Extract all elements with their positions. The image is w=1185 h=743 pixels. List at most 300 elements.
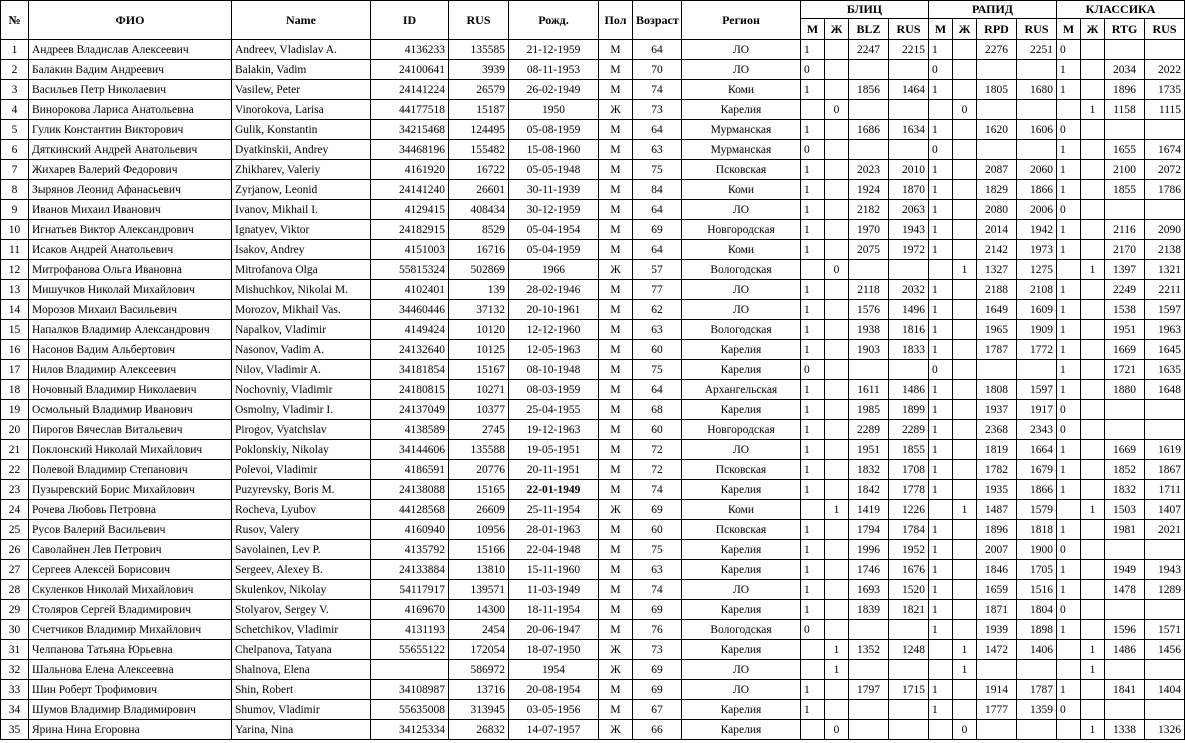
cell-blitz-m [801, 500, 825, 520]
cell-id: 34125334 [371, 720, 449, 740]
cell-classic-rtg: 1486 [1105, 640, 1145, 660]
cell-rapid-rus: 1705 [1017, 560, 1057, 580]
cell-classic-zh [1081, 320, 1105, 340]
cell-blitz-m: 1 [801, 320, 825, 340]
cell-blitz-m: 1 [801, 280, 825, 300]
cell-rapid-zh [953, 280, 977, 300]
cell-sex: Ж [599, 640, 633, 660]
cell-rapid-zh [953, 360, 977, 380]
cell-id: 4131193 [371, 620, 449, 640]
cell-rus: 2454 [449, 620, 509, 640]
table-row [1, 400, 1185, 420]
cell-classic-m [1057, 100, 1081, 120]
cell-classic-rus: 2138 [1145, 240, 1185, 260]
cell-name: Skulenkov, Nikolay [232, 580, 371, 600]
cell-blitz-zh [825, 600, 849, 620]
cell-id: 24138088 [371, 480, 449, 500]
cell-blitz-m [801, 640, 825, 660]
cell-name: Balakin, Vadim [232, 60, 371, 80]
cell-num: 4 [1, 100, 29, 120]
cell-rapid-m: 1 [929, 420, 953, 440]
cell-rus: 26601 [449, 180, 509, 200]
cell-num: 18 [1, 380, 29, 400]
cell-sex: Ж [599, 660, 633, 680]
cell-fio: Счетчиков Владимир Михайлович [29, 620, 232, 640]
cell-classic-rus [1145, 540, 1185, 560]
cell-id: 4186591 [371, 460, 449, 480]
cell-blitz-m: 1 [801, 340, 825, 360]
cell-born: 08-10-1948 [509, 360, 599, 380]
cell-rus: 15166 [449, 540, 509, 560]
cell-rapid-rpd: 1805 [977, 80, 1017, 100]
cell-blitz-m: 1 [801, 80, 825, 100]
cell-num: 30 [1, 620, 29, 640]
cell-age: 62 [633, 300, 682, 320]
cell-age: 72 [633, 440, 682, 460]
cell-rapid-m: 1 [929, 80, 953, 100]
cell-classic-zh: 1 [1081, 260, 1105, 280]
cell-rapid-m: 0 [929, 360, 953, 380]
cell-sex: М [599, 540, 633, 560]
cell-classic-rus: 2072 [1145, 160, 1185, 180]
cell-classic-m: 1 [1057, 140, 1081, 160]
cell-id: 4136233 [371, 40, 449, 60]
cell-rus: 408434 [449, 200, 509, 220]
cell-classic-m: 1 [1057, 220, 1081, 240]
cell-classic-rtg: 2034 [1105, 60, 1145, 80]
cell-sex: М [599, 160, 633, 180]
cell-classic-zh [1081, 240, 1105, 260]
cell-blitz-zh [825, 180, 849, 200]
cell-region: Мурманская [682, 140, 801, 160]
cell-fio: Пузыревский Борис Михайлович [29, 480, 232, 500]
cell-rapid-rus: 1679 [1017, 460, 1057, 480]
header-name: Name [232, 1, 371, 40]
cell-id: 24182915 [371, 220, 449, 240]
cell-id: 24141224 [371, 80, 449, 100]
cell-classic-m: 1 [1057, 180, 1081, 200]
cell-born: 1966 [509, 260, 599, 280]
cell-classic-zh [1081, 140, 1105, 160]
cell-blitz-m: 0 [801, 140, 825, 160]
cell-rapid-zh: 1 [953, 260, 977, 280]
cell-blitz-rus: 1855 [889, 440, 929, 460]
cell-blitz-m: 1 [801, 580, 825, 600]
cell-blitz-blz: 1576 [849, 300, 889, 320]
cell-sex: М [599, 560, 633, 580]
cell-name: Vinorokova, Larisa [232, 100, 371, 120]
cell-rus: 26609 [449, 500, 509, 520]
cell-born: 14-07-1957 [509, 720, 599, 740]
table-row [1, 160, 1185, 180]
cell-blitz-zh [825, 480, 849, 500]
cell-classic-rus: 2022 [1145, 60, 1185, 80]
cell-born: 18-11-1954 [509, 600, 599, 620]
cell-rapid-rus: 1900 [1017, 540, 1057, 560]
cell-blitz-rus: 2032 [889, 280, 929, 300]
cell-rapid-zh [953, 420, 977, 440]
cell-born: 26-02-1949 [509, 80, 599, 100]
cell-classic-rtg [1105, 120, 1145, 140]
cell-blitz-zh: 1 [825, 660, 849, 680]
table-row [1, 100, 1185, 120]
cell-sex: М [599, 60, 633, 80]
cell-region: ЛО [682, 280, 801, 300]
cell-classic-zh [1081, 300, 1105, 320]
cell-rapid-rus: 1406 [1017, 640, 1057, 660]
cell-rapid-zh [953, 340, 977, 360]
cell-rapid-m: 1 [929, 280, 953, 300]
table-row [1, 280, 1185, 300]
cell-num: 35 [1, 720, 29, 740]
cell-region: Вологодская [682, 260, 801, 280]
cell-sex: М [599, 700, 633, 720]
cell-blitz-rus [889, 260, 929, 280]
cell-born: 22-04-1948 [509, 540, 599, 560]
cell-name: Zyrjanow, Leonid [232, 180, 371, 200]
cell-rapid-zh [953, 80, 977, 100]
cell-region: Карелия [682, 600, 801, 620]
cell-blitz-m: 1 [801, 560, 825, 580]
cell-blitz-rus: 1821 [889, 600, 929, 620]
cell-rapid-rus: 1804 [1017, 600, 1057, 620]
cell-rapid-zh [953, 700, 977, 720]
cell-classic-rus: 2090 [1145, 220, 1185, 240]
cell-classic-rtg: 1880 [1105, 380, 1145, 400]
cell-age: 69 [633, 660, 682, 680]
cell-rapid-rpd: 1896 [977, 520, 1017, 540]
cell-rapid-m: 1 [929, 620, 953, 640]
cell-fio: Нилов Владимир Алексеевич [29, 360, 232, 380]
cell-rapid-m: 1 [929, 340, 953, 360]
cell-age: 73 [633, 100, 682, 120]
cell-rus: 139 [449, 280, 509, 300]
cell-region: Вологодская [682, 320, 801, 340]
cell-rapid-rus: 1606 [1017, 120, 1057, 140]
cell-region: Псковская [682, 160, 801, 180]
cell-blitz-zh [825, 200, 849, 220]
cell-classic-m [1057, 660, 1081, 680]
cell-classic-rtg: 1841 [1105, 680, 1145, 700]
cell-sex: М [599, 180, 633, 200]
cell-rapid-zh [953, 380, 977, 400]
cell-rapid-m: 1 [929, 240, 953, 260]
cell-region: ЛО [682, 200, 801, 220]
cell-rapid-rpd: 2188 [977, 280, 1017, 300]
cell-num: 16 [1, 340, 29, 360]
cell-born: 1954 [509, 660, 599, 680]
cell-name: Nasonov, Vadim A. [232, 340, 371, 360]
cell-num: 21 [1, 440, 29, 460]
cell-rapid-rpd: 2007 [977, 540, 1017, 560]
cell-id: 4149424 [371, 320, 449, 340]
cell-rapid-rus: 1772 [1017, 340, 1057, 360]
cell-age: 64 [633, 120, 682, 140]
cell-sex: М [599, 140, 633, 160]
cell-born: 05-04-1954 [509, 220, 599, 240]
cell-classic-m: 1 [1057, 160, 1081, 180]
cell-region: Карелия [682, 720, 801, 740]
cell-num: 31 [1, 640, 29, 660]
cell-fio: Митрофанова Ольга Ивановна [29, 260, 232, 280]
header-classic-m: М [1057, 19, 1081, 40]
cell-born: 25-11-1954 [509, 500, 599, 520]
cell-name: Napalkov, Vladimir [232, 320, 371, 340]
cell-classic-rtg: 1981 [1105, 520, 1145, 540]
cell-region: Новгородская [682, 220, 801, 240]
cell-rapid-rus: 1597 [1017, 380, 1057, 400]
cell-classic-m: 0 [1057, 420, 1081, 440]
header-classic-zh: Ж [1081, 19, 1105, 40]
cell-blitz-zh [825, 460, 849, 480]
cell-name: Isakov, Andrey [232, 240, 371, 260]
cell-id: 44177518 [371, 100, 449, 120]
cell-blitz-rus: 1486 [889, 380, 929, 400]
cell-rapid-m: 1 [929, 440, 953, 460]
cell-age: 64 [633, 40, 682, 60]
cell-rapid-m: 1 [929, 560, 953, 580]
cell-fio: Саволайнен Лев Петрович [29, 540, 232, 560]
cell-rus: 2745 [449, 420, 509, 440]
cell-classic-rus [1145, 200, 1185, 220]
cell-rus: 135585 [449, 40, 509, 60]
cell-blitz-m: 1 [801, 400, 825, 420]
cell-blitz-m: 1 [801, 220, 825, 240]
cell-classic-rtg: 1655 [1105, 140, 1145, 160]
cell-blitz-rus [889, 720, 929, 740]
cell-blitz-rus: 1972 [889, 240, 929, 260]
cell-rapid-m: 1 [929, 700, 953, 720]
cell-rus: 586972 [449, 660, 509, 680]
table-row [1, 300, 1185, 320]
cell-born: 18-07-1950 [509, 640, 599, 660]
cell-blitz-blz: 2247 [849, 40, 889, 60]
cell-rapid-rpd: 1487 [977, 500, 1017, 520]
cell-classic-rtg: 2100 [1105, 160, 1145, 180]
cell-blitz-m: 1 [801, 180, 825, 200]
cell-blitz-m: 1 [801, 160, 825, 180]
cell-region: Карелия [682, 100, 801, 120]
cell-sex: М [599, 620, 633, 640]
cell-born: 05-05-1948 [509, 160, 599, 180]
cell-rapid-m [929, 500, 953, 520]
cell-sex: М [599, 200, 633, 220]
cell-age: 63 [633, 320, 682, 340]
cell-blitz-m: 0 [801, 360, 825, 380]
cell-fio: Зырянов Леонид Афанасьевич [29, 180, 232, 200]
cell-classic-rtg [1105, 40, 1145, 60]
cell-classic-zh: 1 [1081, 640, 1105, 660]
cell-sex: М [599, 680, 633, 700]
cell-blitz-zh [825, 240, 849, 260]
cell-name: Nilov, Vladimir A. [232, 360, 371, 380]
cell-rapid-rpd: 1939 [977, 620, 1017, 640]
cell-blitz-zh [825, 80, 849, 100]
cell-rapid-zh: 0 [953, 100, 977, 120]
cell-classic-zh [1081, 580, 1105, 600]
cell-num: 28 [1, 580, 29, 600]
cell-rapid-rus: 2060 [1017, 160, 1057, 180]
cell-blitz-rus: 1943 [889, 220, 929, 240]
cell-born: 19-12-1963 [509, 420, 599, 440]
cell-fio: Дяткинский Андрей Анатольевич [29, 140, 232, 160]
cell-age: 64 [633, 380, 682, 400]
cell-blitz-rus: 2063 [889, 200, 929, 220]
header-fio: ФИО [29, 1, 232, 40]
cell-rus: 135588 [449, 440, 509, 460]
cell-age: 69 [633, 500, 682, 520]
cell-blitz-zh: 1 [825, 640, 849, 660]
cell-rapid-rpd: 1327 [977, 260, 1017, 280]
cell-age: 63 [633, 560, 682, 580]
cell-region: Коми [682, 80, 801, 100]
cell-rapid-zh [953, 160, 977, 180]
cell-sex: М [599, 520, 633, 540]
cell-blitz-zh [825, 520, 849, 540]
cell-sex: М [599, 420, 633, 440]
cell-blitz-zh: 1 [825, 500, 849, 520]
table-row [1, 420, 1185, 440]
table-row [1, 80, 1185, 100]
table-row [1, 320, 1185, 340]
cell-rapid-rus: 1579 [1017, 500, 1057, 520]
table-row [1, 180, 1185, 200]
cell-name: Savolainen, Lev P. [232, 540, 371, 560]
cell-rus: 502869 [449, 260, 509, 280]
cell-sex: М [599, 460, 633, 480]
cell-rapid-rus: 2006 [1017, 200, 1057, 220]
cell-name: Schetchikov, Vladimir [232, 620, 371, 640]
cell-classic-rtg [1105, 400, 1145, 420]
cell-born: 25-04-1955 [509, 400, 599, 420]
cell-classic-m: 1 [1057, 280, 1081, 300]
cell-rapid-rpd: 1819 [977, 440, 1017, 460]
cell-fio: Мишучков Николай Михайлович [29, 280, 232, 300]
cell-rapid-rpd: 1965 [977, 320, 1017, 340]
cell-classic-zh [1081, 380, 1105, 400]
cell-rapid-m [929, 660, 953, 680]
cell-blitz-zh [825, 340, 849, 360]
cell-rapid-rpd: 1777 [977, 700, 1017, 720]
cell-rapid-zh [953, 200, 977, 220]
cell-rapid-zh: 0 [953, 720, 977, 740]
cell-region: ЛО [682, 60, 801, 80]
cell-classic-m: 0 [1057, 600, 1081, 620]
cell-name: Shin, Robert [232, 680, 371, 700]
cell-rapid-zh [953, 120, 977, 140]
cell-blitz-zh: 0 [825, 720, 849, 740]
cell-name: Rusov, Valery [232, 520, 371, 540]
cell-num: 5 [1, 120, 29, 140]
cell-blitz-blz: 1903 [849, 340, 889, 360]
cell-classic-m: 0 [1057, 700, 1081, 720]
cell-blitz-blz: 1686 [849, 120, 889, 140]
cell-sex: Ж [599, 100, 633, 120]
cell-sex: Ж [599, 500, 633, 520]
cell-blitz-blz: 1996 [849, 540, 889, 560]
cell-classic-rus: 2211 [1145, 280, 1185, 300]
cell-rus: 10125 [449, 340, 509, 360]
cell-classic-rus: 1289 [1145, 580, 1185, 600]
cell-classic-zh: 1 [1081, 100, 1105, 120]
cell-rapid-m: 1 [929, 400, 953, 420]
cell-classic-zh [1081, 680, 1105, 700]
cell-rapid-rpd: 2080 [977, 200, 1017, 220]
cell-born: 20-06-1947 [509, 620, 599, 640]
cell-classic-rtg [1105, 660, 1145, 680]
cell-age: 77 [633, 280, 682, 300]
cell-blitz-rus: 1248 [889, 640, 929, 660]
cell-region: Коми [682, 500, 801, 520]
cell-rapid-zh [953, 60, 977, 80]
cell-blitz-blz [849, 260, 889, 280]
cell-blitz-rus: 1778 [889, 480, 929, 500]
cell-classic-rus: 1326 [1145, 720, 1185, 740]
cell-blitz-blz: 1352 [849, 640, 889, 660]
cell-age: 68 [633, 400, 682, 420]
cell-rapid-rpd [977, 360, 1017, 380]
cell-classic-rus: 1635 [1145, 360, 1185, 380]
cell-rus: 10956 [449, 520, 509, 540]
cell-born: 15-11-1960 [509, 560, 599, 580]
cell-rapid-rpd: 1787 [977, 340, 1017, 360]
cell-name: Yarina, Nina [232, 720, 371, 740]
cell-region: Карелия [682, 700, 801, 720]
cell-name: Dyatkinskii, Andrey [232, 140, 371, 160]
cell-rapid-rus: 1359 [1017, 700, 1057, 720]
cell-classic-zh [1081, 460, 1105, 480]
cell-born: 28-02-1946 [509, 280, 599, 300]
cell-age: 70 [633, 60, 682, 80]
cell-born: 19-05-1951 [509, 440, 599, 460]
cell-blitz-m: 1 [801, 440, 825, 460]
cell-name: Pirogov, Vyatchslav [232, 420, 371, 440]
cell-born: 28-01-1963 [509, 520, 599, 540]
cell-born: 30-11-1939 [509, 180, 599, 200]
cell-rus: 26832 [449, 720, 509, 740]
cell-classic-zh [1081, 40, 1105, 60]
cell-blitz-blz [849, 360, 889, 380]
cell-classic-m: 1 [1057, 60, 1081, 80]
cell-classic-rus: 1321 [1145, 260, 1185, 280]
cell-rapid-zh [953, 140, 977, 160]
cell-classic-rtg: 1669 [1105, 440, 1145, 460]
cell-region: Коми [682, 180, 801, 200]
header-rapid-zh: Ж [953, 19, 977, 40]
cell-rapid-rus: 1898 [1017, 620, 1057, 640]
cell-born: 08-03-1959 [509, 380, 599, 400]
cell-blitz-zh [825, 60, 849, 80]
cell-classic-m: 0 [1057, 40, 1081, 60]
cell-rapid-rus: 1942 [1017, 220, 1057, 240]
cell-classic-zh [1081, 280, 1105, 300]
cell-blitz-blz: 1856 [849, 80, 889, 100]
cell-fio: Васильев Петр Николаевич [29, 80, 232, 100]
cell-id: 55635008 [371, 700, 449, 720]
cell-num: 9 [1, 200, 29, 220]
cell-blitz-zh [825, 620, 849, 640]
cell-rapid-rus: 1787 [1017, 680, 1057, 700]
cell-blitz-m: 1 [801, 40, 825, 60]
cell-rapid-rpd: 1782 [977, 460, 1017, 480]
cell-classic-rtg [1105, 200, 1145, 220]
cell-classic-m: 1 [1057, 80, 1081, 100]
cell-region: ЛО [682, 440, 801, 460]
cell-rus: 13716 [449, 680, 509, 700]
header-rapid-m: М [929, 19, 953, 40]
cell-id: 24141240 [371, 180, 449, 200]
cell-classic-m: 1 [1057, 580, 1081, 600]
